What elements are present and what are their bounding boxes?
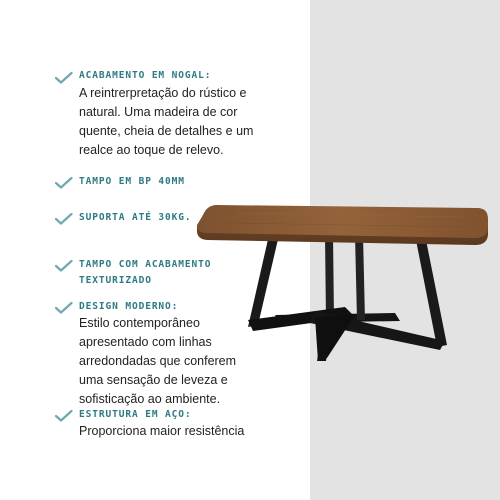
check-icon bbox=[55, 177, 73, 189]
check-icon bbox=[55, 302, 73, 314]
feature-title: TAMPO EM BP 40MM bbox=[79, 176, 185, 187]
description-line: uma sensação de leveza e bbox=[79, 373, 228, 387]
feature-title: ESTRUTURA EM AÇO: bbox=[79, 409, 192, 420]
feature-title: SUPORTA ATÉ 30KG. bbox=[79, 212, 192, 223]
feature-title-line: TAMPO COM ACABAMENTO bbox=[79, 259, 212, 270]
feature-title-line: TEXTURIZADO bbox=[79, 275, 152, 286]
description-line: realce ao toque de relevo. bbox=[79, 143, 224, 157]
description-line: arredondadas que conferem bbox=[79, 354, 237, 368]
description-line: sofisticação ao ambiente. bbox=[79, 392, 221, 406]
description-line: A reintrerpretação do rústico e bbox=[79, 86, 247, 100]
feature-title: ACABAMENTO EM NOGAL: bbox=[79, 70, 212, 81]
check-icon bbox=[55, 410, 73, 422]
check-icon bbox=[55, 213, 73, 225]
feature-title: DESIGN MODERNO: bbox=[79, 301, 179, 312]
check-icon bbox=[55, 260, 73, 272]
description-line: Proporciona maior resistência bbox=[79, 424, 245, 438]
coffee-table-illustration bbox=[195, 195, 490, 370]
description-line: natural. Uma madeira de cor bbox=[79, 105, 238, 119]
description-line: apresentado com linhas bbox=[79, 335, 212, 349]
description-line: Estilo contemporâneo bbox=[79, 316, 200, 330]
description-line: quente, cheia de detalhes e um bbox=[79, 124, 254, 138]
feature-description bbox=[79, 84, 275, 160]
feature-description bbox=[79, 422, 309, 441]
check-icon bbox=[55, 72, 73, 84]
